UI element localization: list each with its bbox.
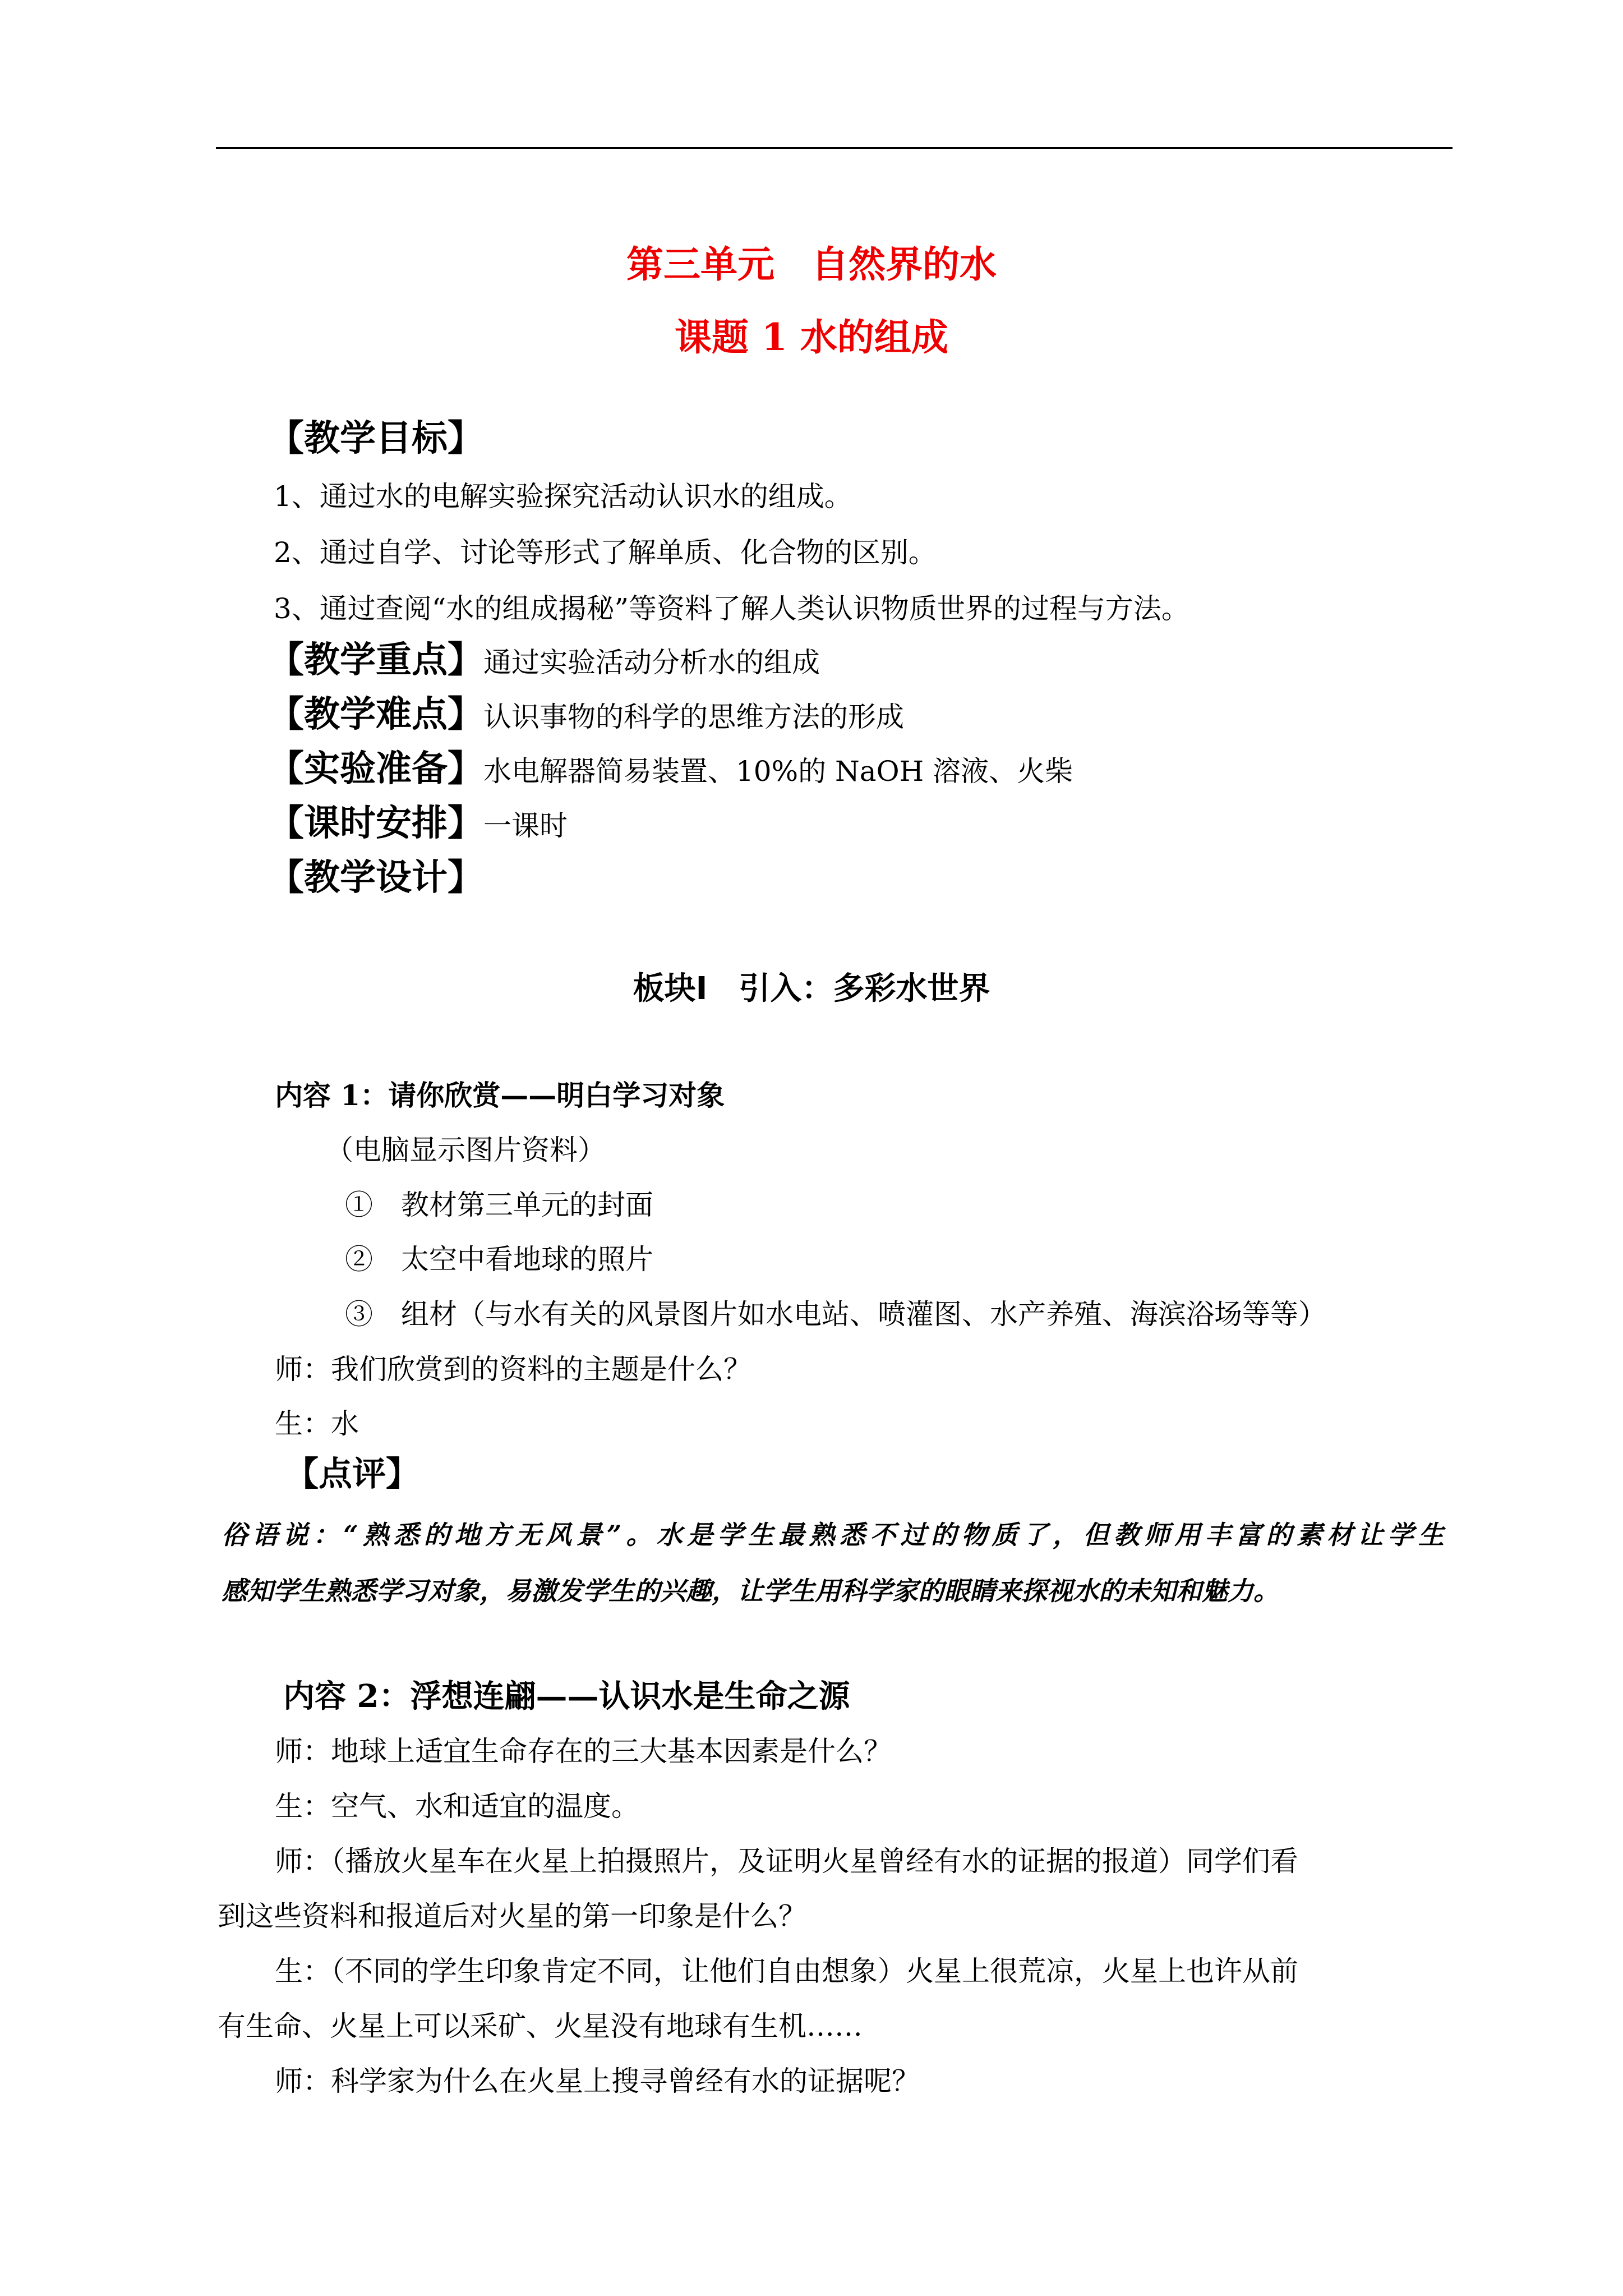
block1-title: 板块Ⅰ 引入：多彩水世界 bbox=[633, 970, 990, 1007]
schedule-text: 一课时 bbox=[483, 809, 568, 842]
review-line-2: 感知学生熟悉学习对象，易激发学生的兴趣，让学生用科学家的眼睛来探视水的未知和魅力。 bbox=[222, 1576, 1279, 1606]
preparation-heading: 【实验准备】 bbox=[268, 748, 483, 790]
difficulty-text: 认识事物的科学的思维方法的形成 bbox=[483, 701, 904, 733]
content1-teacher-question: 师：我们欣赏到的资料的主题是什么？ bbox=[275, 1353, 751, 1386]
review-line-1: 俗语说：“熟悉的地方无风景”。水是学生最熟悉不过的物质了，但教师用丰富的素材让学生 bbox=[222, 1520, 1444, 1550]
design-heading: 【教学设计】 bbox=[268, 857, 483, 899]
content1-item-1: ① 教材第三单元的封面 bbox=[345, 1189, 653, 1221]
content2-heading: 内容 2：浮想连翩——认识水是生命之源 bbox=[283, 1678, 850, 1715]
difficulty-row bbox=[268, 685, 904, 737]
preparation-text: 水电解器简易装置、10%的 NaOH 溶液、火柴 bbox=[483, 755, 1073, 788]
content2-line-4: 到这些资料和报道后对火星的第一印象是什么？ bbox=[218, 1900, 806, 1932]
content2-line-2: 生：空气、水和适宜的温度。 bbox=[275, 1790, 639, 1823]
content1-heading: 内容 1：请你欣赏——明白学习对象 bbox=[275, 1079, 725, 1112]
objectives-heading: 【教学目标】 bbox=[268, 418, 483, 459]
unit-title: 第三单元 自然界的水 bbox=[626, 242, 997, 286]
content2-line-5: 生：（不同的学生印象肯定不同，让他们自由想象）火星上很荒凉，火星上也许从前 bbox=[275, 1955, 1298, 1987]
key-point-heading: 【教学重点】 bbox=[268, 639, 483, 681]
header-rule bbox=[216, 147, 1453, 149]
content1-student-answer: 生：水 bbox=[275, 1407, 359, 1440]
preparation-row bbox=[268, 740, 1073, 792]
key-point-row bbox=[268, 631, 820, 683]
content2-line-6: 有生命、火星上可以采矿、火星没有地球有生机…… bbox=[218, 2010, 863, 2042]
content2-line-3: 师：（播放火星车在火星上拍摄照片，及证明火星曾经有水的证据的报道）同学们看 bbox=[275, 1845, 1298, 1878]
difficulty-heading: 【教学难点】 bbox=[268, 694, 483, 735]
schedule-heading: 【课时安排】 bbox=[268, 803, 483, 844]
content2-line-1: 师：地球上适宜生命存在的三大基本因素是什么？ bbox=[275, 1735, 892, 1768]
schedule-row bbox=[268, 794, 568, 846]
content2-line-7: 师：科学家为什么在火星上搜寻曾经有水的证据呢？ bbox=[275, 2065, 920, 2097]
content1-item-2: ② 太空中看地球的照片 bbox=[345, 1243, 653, 1276]
objective-item-2: 2、通过自学、讨论等形式了解单质、化合物的区别。 bbox=[274, 536, 937, 569]
review-heading: 【点评】 bbox=[285, 1455, 419, 1494]
lesson-title: 课题 1 水的组成 bbox=[675, 315, 948, 359]
objective-item-1: 1、通过水的电解实验探究活动认识水的组成。 bbox=[274, 480, 852, 513]
content1-item-3: ③ 组材（与水有关的风景图片如水电站、喷灌图、水产养殖、海滨浴场等等） bbox=[345, 1298, 1326, 1331]
content1-note: （电脑显示图片资料） bbox=[325, 1134, 606, 1166]
key-point-text: 通过实验活动分析水的组成 bbox=[483, 646, 820, 679]
objective-item-3: 3、通过查阅“水的组成揭秘”等资料了解人类认识物质世界的过程与方法。 bbox=[274, 592, 1189, 625]
